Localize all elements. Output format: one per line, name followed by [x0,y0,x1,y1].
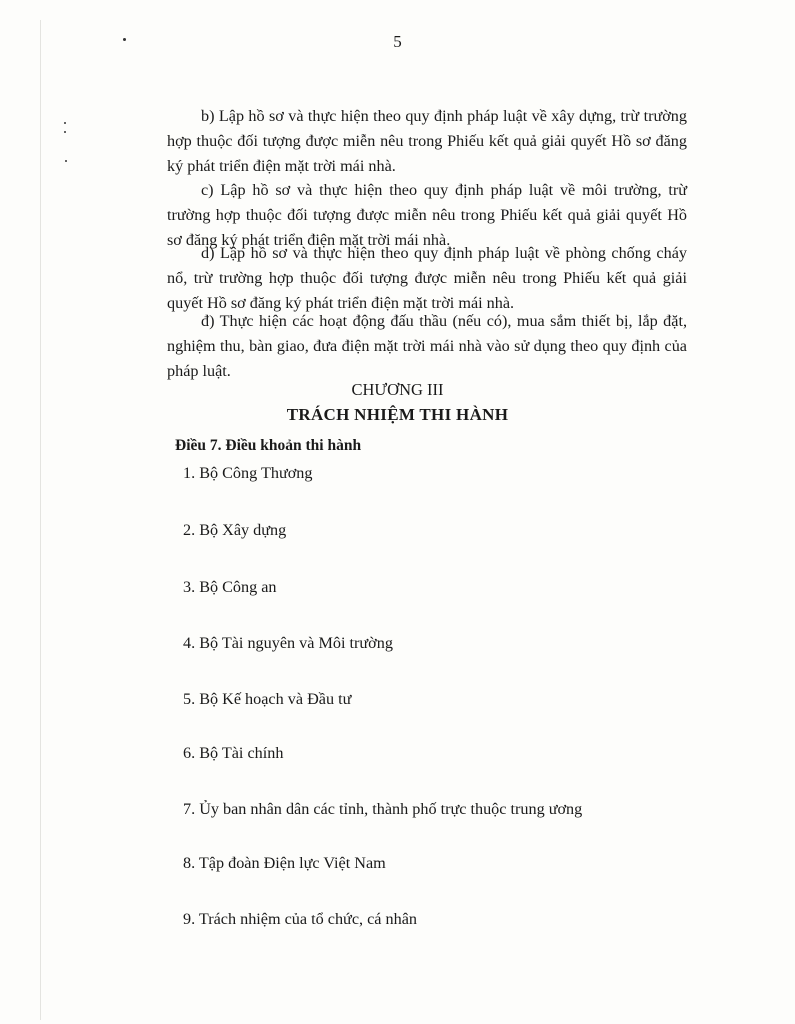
paragraph-dd: đ) Thực hiện các hoạt động đấu thầu (nếu có), mua sắm thiết bị, lắp đặt, nghiệm thu, bàn giao, đưa điện mặt trời mái nhà vào sử dụng theo quy định của pháp luật. [167,312,687,380]
list-item: 9. Trách nhiệm của tổ chức, cá nhân [183,910,417,928]
article-heading: Điều 7. Điều khoản thi hành [175,437,362,454]
list-item: 2. Bộ Xây dựng [183,521,287,539]
scan-speck [64,131,66,133]
list-item: 5. Bộ Kế hoạch và Đầu tư [183,690,352,708]
paragraph-c: c) Lập hồ sơ và thực hiện theo quy định pháp luật về môi trường, trừ trường hợp thuộc đối tượng được miễn nêu trong Phiếu kết quả giải quyết Hồ sơ đăng ký phát triển điện mặt trời mái nhà. [167,181,687,249]
list-item: 6. Bộ Tài chính [183,744,284,762]
page-number: 5 [393,32,402,51]
list-item: 8. Tập đoàn Điện lực Việt Nam [183,854,386,872]
chapter-label: CHƯƠNG III [351,380,444,399]
scan-speck [64,122,66,124]
list-item: 4. Bộ Tài nguyên và Môi trường [183,634,393,652]
scan-speck [65,160,67,162]
paragraph-d: d) Lập hồ sơ và thực hiện theo quy định pháp luật về phòng chống cháy nổ, trừ trường hợp thuộc đối tượng được miễn nêu trong Phiếu kết quả giải quyết Hồ sơ đăng ký phát triển điện mặt trời mái nhà. [167,244,687,312]
list-item: 3. Bộ Công an [183,578,277,596]
paragraph-b: b) Lập hồ sơ và thực hiện theo quy định pháp luật về xây dựng, trừ trường hợp thuộc đối tượng được miễn nêu trong Phiếu kết quả giải quyết Hồ sơ đăng ký phát triển điện mặt trời mái nhà. [167,107,687,175]
scan-edge-line [40,20,41,1020]
chapter-title: TRÁCH NHIỆM THI HÀNH [286,405,509,424]
list-item: 1. Bộ Công Thương [183,464,313,482]
list-item: 7. Ủy ban nhân dân các tỉnh, thành phố trực thuộc trung ương [183,800,583,818]
